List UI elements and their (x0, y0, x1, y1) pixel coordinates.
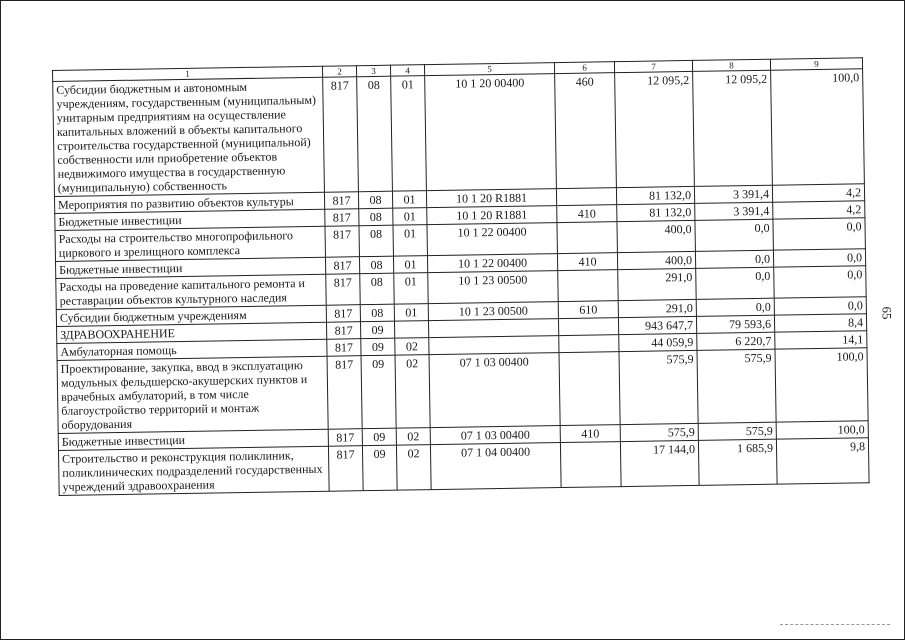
cell-planned: 81 132,0 (616, 186, 694, 204)
cell-executed: 0,0 (696, 267, 774, 299)
table-row (57, 348, 868, 434)
cell-code-expense-type: 460 (555, 73, 617, 189)
cell-name: Проектирование, закупка, ввод в эксплуатацию модульных фельдшерско-акушерских пунктов и врачебных амбулаторий, в том числе благоустройство территорий и монтаж оборудования (57, 356, 328, 433)
cell-executed: 0,0 (696, 298, 774, 316)
cell-executed: 12 095,2 (693, 70, 773, 186)
table-row (53, 69, 865, 197)
cell-code-subsection: 01 (394, 273, 428, 305)
cell-percent: 8,4 (774, 314, 866, 332)
cell-code-target: 10 1 23 00500 (428, 271, 558, 304)
cell-executed: 0,0 (695, 250, 773, 268)
cell-code-expense-type (560, 442, 621, 488)
cell-name: Бюджетные инвестиции (55, 209, 325, 230)
cell-code-section: 09 (362, 428, 396, 446)
cell-name: Строительство и реконструкция поликлиник, поликлинических подразделений государственных учреждений здравоохранения (58, 446, 329, 495)
cell-code-ministry: 817 (326, 322, 360, 340)
cell-executed: 575,9 (698, 422, 776, 440)
cell-percent: 14,1 (775, 331, 867, 349)
cell-code-expense-type (558, 270, 618, 302)
cell-code-ministry: 817 (325, 257, 359, 275)
document-scan (52, 57, 869, 496)
cell-code-target: 10 1 20 00400 (425, 74, 557, 191)
cell-name: Бюджетные инвестиции (58, 429, 328, 450)
cell-code-expense-type: 410 (560, 425, 620, 443)
header-cell: 8 (692, 59, 770, 71)
cell-percent: 0,0 (773, 249, 865, 267)
cell-code-subsection: 01 (391, 76, 427, 192)
header-cell: 3 (356, 65, 390, 77)
header-cell: 5 (424, 63, 554, 76)
cell-code-ministry: 817 (325, 226, 359, 258)
cell-code-expense-type (556, 188, 616, 206)
cell-executed: 0,0 (695, 219, 773, 251)
cell-executed: 3 391,4 (694, 185, 772, 203)
header-cell: 2 (322, 66, 356, 78)
cell-executed: 79 593,6 (696, 315, 774, 333)
cell-code-subsection: 01 (394, 304, 428, 322)
header-cell: 7 (614, 60, 692, 72)
cell-code-section: 08 (357, 76, 393, 192)
cell-code-subsection: 02 (395, 355, 430, 429)
cell-code-expense-type (559, 352, 620, 426)
cell-code-ministry: 817 (323, 77, 359, 193)
cell-code-ministry: 817 (324, 192, 358, 210)
cell-code-section: 09 (362, 445, 397, 491)
cell-code-subsection: 01 (393, 208, 427, 226)
cell-percent: 4,2 (772, 184, 864, 202)
cell-code-target: 07 1 03 00400 (429, 353, 560, 428)
cell-code-section: 08 (358, 191, 392, 209)
cell-code-ministry: 817 (328, 446, 363, 492)
cell-code-subsection: 02 (396, 428, 430, 446)
cell-planned: 575,9 (620, 423, 698, 441)
cell-code-target: 10 1 23 00500 (428, 302, 558, 321)
cell-code-section: 08 (359, 208, 393, 226)
cell-code-section: 08 (360, 273, 394, 305)
cell-code-section: 08 (359, 225, 393, 257)
cell-percent: 9,8 (776, 438, 869, 484)
cell-percent: 4,2 (773, 201, 865, 219)
cell-percent: 100,0 (776, 421, 868, 439)
cell-executed: 575,9 (697, 349, 776, 423)
cell-code-section: 08 (360, 304, 394, 322)
cell-code-subsection: 02 (396, 445, 431, 491)
cell-planned: 943 647,7 (618, 316, 696, 334)
cell-code-ministry: 817 (325, 209, 359, 227)
cell-code-section: 08 (359, 256, 393, 274)
cell-code-target: 07 1 04 00400 (430, 443, 561, 490)
cell-planned: 400,0 (617, 251, 695, 269)
cell-code-expense-type: 610 (558, 301, 618, 319)
cell-code-expense-type (557, 222, 617, 254)
cell-code-subsection: 01 (393, 256, 427, 274)
cell-code-ministry: 817 (326, 274, 360, 306)
cell-code-subsection (394, 321, 428, 339)
cell-name: Расходы на строительство многопрофильного циркового и зрелищного комплекса (55, 226, 325, 261)
cell-code-expense-type: 410 (557, 205, 617, 223)
table-body (53, 69, 869, 496)
cell-planned: 291,0 (618, 268, 696, 300)
cell-code-section: 09 (360, 321, 394, 339)
cell-planned: 81 132,0 (617, 203, 695, 221)
cell-code-subsection: 01 (392, 191, 426, 209)
cell-code-target: 10 1 22 00400 (427, 223, 557, 256)
cell-code-expense-type (559, 335, 619, 353)
cell-code-ministry: 817 (327, 339, 361, 357)
cell-code-target: 10 1 20 R1881 (427, 206, 557, 225)
cell-percent: 0,0 (774, 266, 866, 298)
cell-code-ministry: 817 (327, 356, 362, 430)
page-number: 65 (879, 306, 895, 320)
cell-name: Бюджетные инвестиции (56, 257, 326, 278)
cell-code-target: 07 1 03 00400 (430, 426, 560, 445)
cell-planned: 291,0 (618, 299, 696, 317)
cell-name: Мероприятия по развитию объектов культуры (54, 192, 324, 213)
cell-planned: 12 095,2 (615, 71, 695, 187)
cell-code-subsection: 02 (395, 338, 429, 356)
header-cell: 6 (554, 62, 614, 74)
cell-planned: 575,9 (619, 350, 698, 424)
cell-percent: 100,0 (775, 348, 868, 422)
cell-executed: 6 220,7 (697, 332, 775, 350)
cell-code-target (428, 319, 558, 338)
cell-code-ministry: 817 (328, 429, 362, 447)
cell-code-subsection: 01 (393, 225, 427, 257)
cell-code-expense-type (558, 318, 618, 336)
cell-code-target: 10 1 20 R1881 (426, 189, 556, 208)
header-cell: 9 (770, 58, 862, 70)
cell-percent: 0,0 (774, 297, 866, 315)
cell-name: Расходы на проведение капитального ремонта и реставрации объектов культурного наследия (56, 274, 326, 309)
cell-code-ministry: 817 (326, 305, 360, 323)
cell-code-target: 10 1 22 00400 (427, 254, 557, 273)
header-cell: 1 (53, 66, 323, 81)
cell-executed: 3 391,4 (695, 202, 773, 220)
cell-code-section: 09 (361, 338, 395, 356)
cell-planned: 44 059,9 (619, 333, 697, 351)
header-cell: 4 (390, 65, 424, 77)
cell-code-target (429, 336, 559, 355)
cell-name: Субсидии бюджетным учреждениям (56, 305, 326, 326)
cell-percent: 100,0 (771, 69, 865, 185)
cell-executed: 1 685,9 (698, 439, 777, 485)
cell-percent: 0,0 (773, 218, 865, 250)
scan-artifact (780, 624, 890, 627)
cell-name: Субсидии бюджетным и автономным учреждениям, государственным (муниципальным) унитарным предприятиям на осуществление капитальных вложений в объекты капитального строительства государственной (муниципальной) собственности или приобретение объектов недвижимого имущества в государственную (муниципальную) собственность (53, 77, 325, 196)
cell-name: ЗДРАВООХРАНЕНИЕ (57, 322, 327, 343)
cell-code-section: 09 (361, 355, 396, 429)
budget-table (52, 57, 870, 496)
cell-code-expense-type: 410 (557, 253, 617, 271)
cell-name: Амбулаторная помощь (57, 339, 327, 360)
cell-planned: 400,0 (617, 220, 695, 252)
cell-planned: 17 144,0 (620, 440, 699, 486)
